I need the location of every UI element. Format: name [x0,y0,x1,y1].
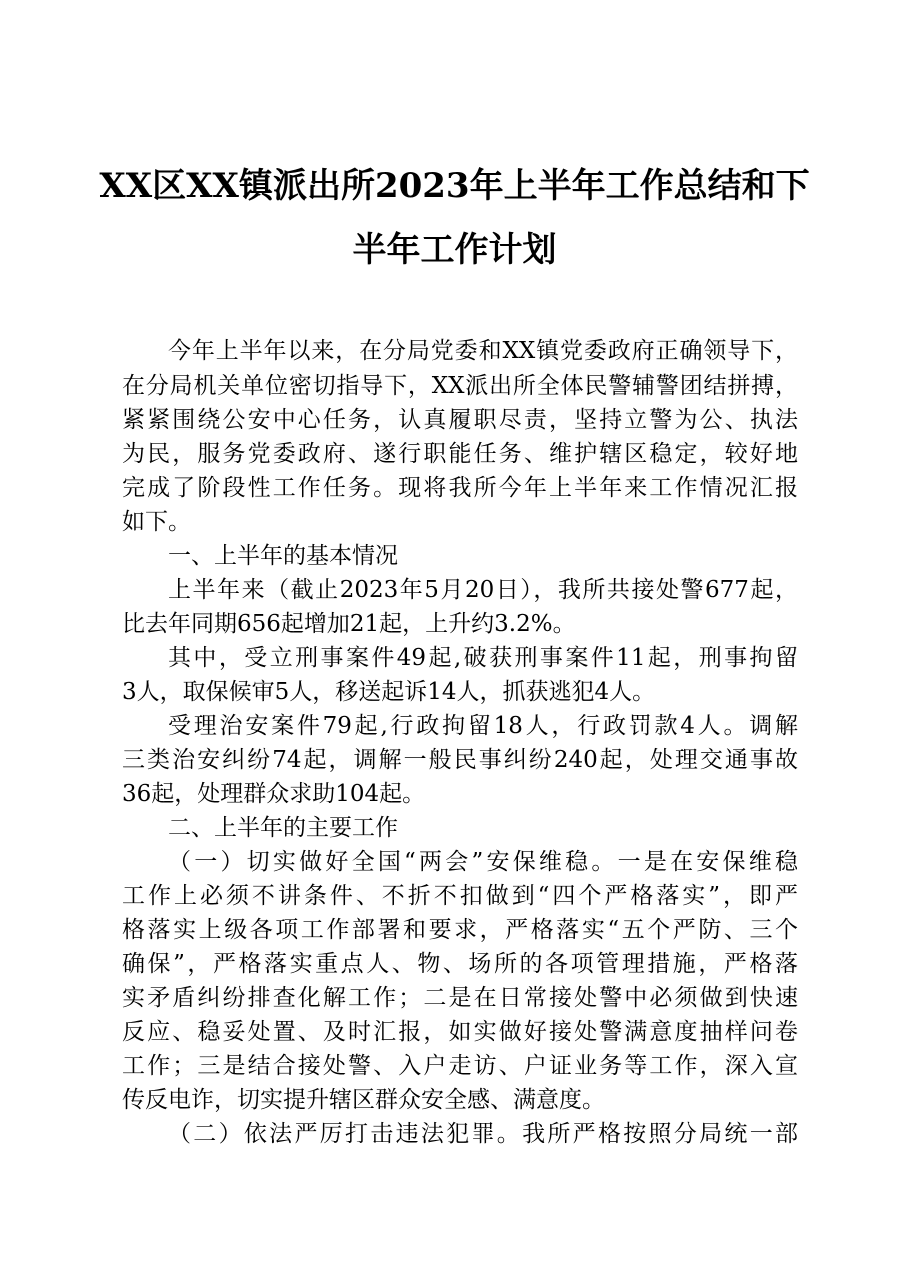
body-line: 上半年来（截止2023年5月20日），我所共接处警677起， [168,577,798,603]
body-line: 确保”，严格落实重点人、物、场所的各项管理措施，严格落 [122,951,798,977]
document-title-line-2: 半年工作计划 [352,230,557,270]
body-line: 为民，服务党委政府、遂行职能任务、维护辖区稳定，较好地 [122,441,798,467]
body-line: 比去年同期656起增加21起，上升约3.2%。 [122,611,576,637]
section-heading: 一、上半年的基本情况 [168,543,398,569]
body-line: 3人，取保候审5人，移送起诉14人，抓获逃犯4人。 [122,679,656,705]
body-line: 工作上必须不讲条件、不折不扣做到“四个严格落实”，即严 [122,883,798,909]
body-line: 完成了阶段性工作任务。现将我所今年上半年来工作情况汇报 [122,475,798,501]
section-heading: 二、上半年的主要工作 [168,815,398,841]
body-line: 其中，受立刑事案件49起,破获刑事案件11起，刑事拘留 [168,645,798,671]
body-line: 如下。 [122,509,191,535]
body-line: （二）依法严厉打击违法犯罪。我所严格按照分局统一部 [168,1121,798,1147]
body-line: 三类治安纠纷74起，调解一般民事纠纷240起，处理交通事故 [122,747,798,773]
body-line: 紧紧围绕公安中心任务，认真履职尽责，坚持立警为公、执法 [122,407,798,433]
body-line: 反应、稳妥处置、及时汇报，如实做好接处警满意度抽样问卷 [122,1019,798,1045]
body-line: 传反电诈，切实提升辖区群众安全感、满意度。 [122,1087,605,1113]
document-title-line-1: XX区XX镇派出所2023年上半年工作总结和下 [99,166,810,206]
body-line: 实矛盾纠纷排查化解工作；二是在日常接处警中必须做到快速 [122,985,798,1011]
body-line: 格落实上级各项工作部署和要求，严格落实“五个严防、三个 [122,917,798,943]
body-line: 在分局机关单位密切指导下，XX派出所全体民警辅警团结拼搏， [122,373,798,399]
body-line: 受理治安案件79起,行政拘留18人，行政罚款4人。调解 [168,713,798,739]
body-line: 今年上半年以来，在分局党委和XX镇党委政府正确领导下， [168,338,798,364]
body-line: （一）切实做好全国“两会”安保维稳。一是在安保维稳 [168,849,798,875]
body-line: 工作；三是结合接处警、入户走访、户证业务等工作，深入宣 [122,1053,798,1079]
body-line: 36起，处理群众求助104起。 [122,781,426,807]
